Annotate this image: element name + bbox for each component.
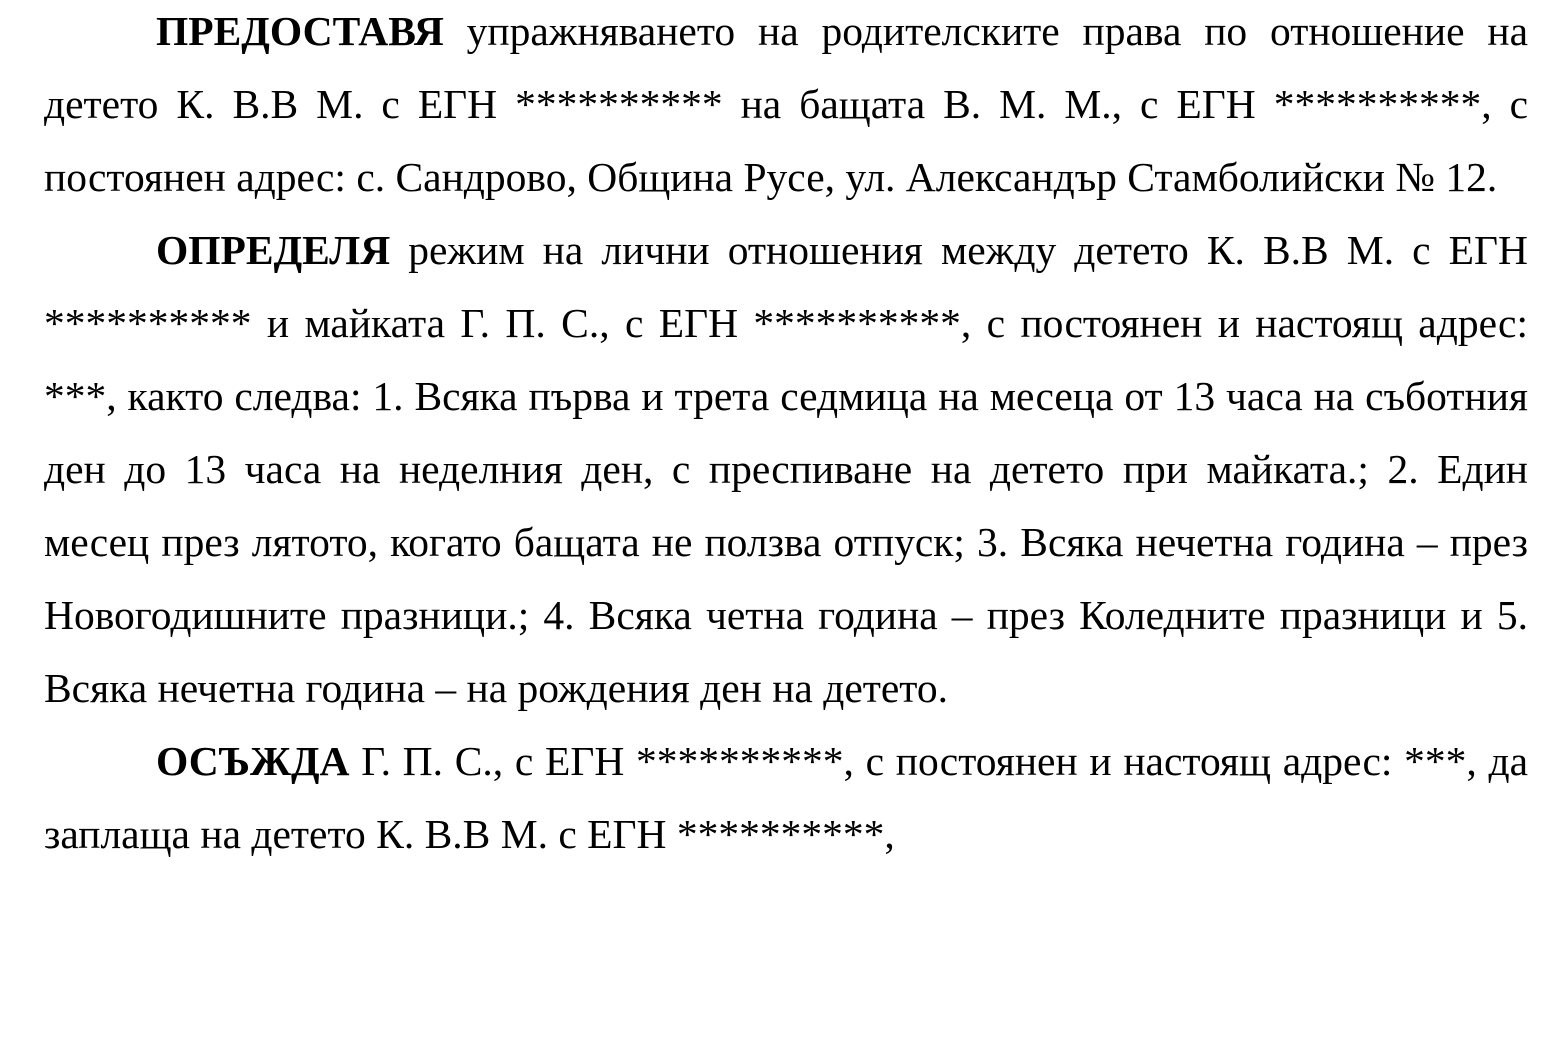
paragraph-keyword: ПРЕДОСТАВЯ [156, 8, 444, 54]
paragraph-text: режим на лични отношения между детето К. В.В М. с ЕГН ********** и майката Г. П. С., с ЕГН **********, с постоянен и настоящ адрес: ***, както следва: 1. Всяка първа и трета седмица на месеца от 13 часа на съботния ден до 13 часа на неделния ден, с преспиване на детето при майката.; 2. Един месец през лятото, когато бащата не ползва отпуск; 3. Всяка нечетна година – през Новогодишните празници.; 4. Всяка четна година – през Коледните празници и 5. Всяка нечетна година – на рождения ден на детето. [44, 227, 1528, 711]
paragraph-text: Г. П. С., с ЕГН **********, с постоянен и настоящ адрес: ***, да заплаща на детето К. В.В М. с ЕГН **********, [44, 738, 1528, 857]
document-page [44, 0, 1528, 871]
paragraph-grants-custody [44, 0, 1528, 214]
paragraph-text: упражняването на родителските права по отношение на детето К. В.В М. с ЕГН ********** на бащата В. М. М., с ЕГН **********, с постоянен адрес: с. Сандрово, Община Русе, ул. Александър Стамболийски № 12. [44, 8, 1528, 200]
paragraph-keyword: ОСЪЖДА [156, 738, 350, 784]
paragraph-sentences [44, 725, 1528, 871]
paragraph-visitation-regime [44, 214, 1528, 725]
paragraph-keyword: ОПРЕДЕЛЯ [156, 227, 391, 273]
